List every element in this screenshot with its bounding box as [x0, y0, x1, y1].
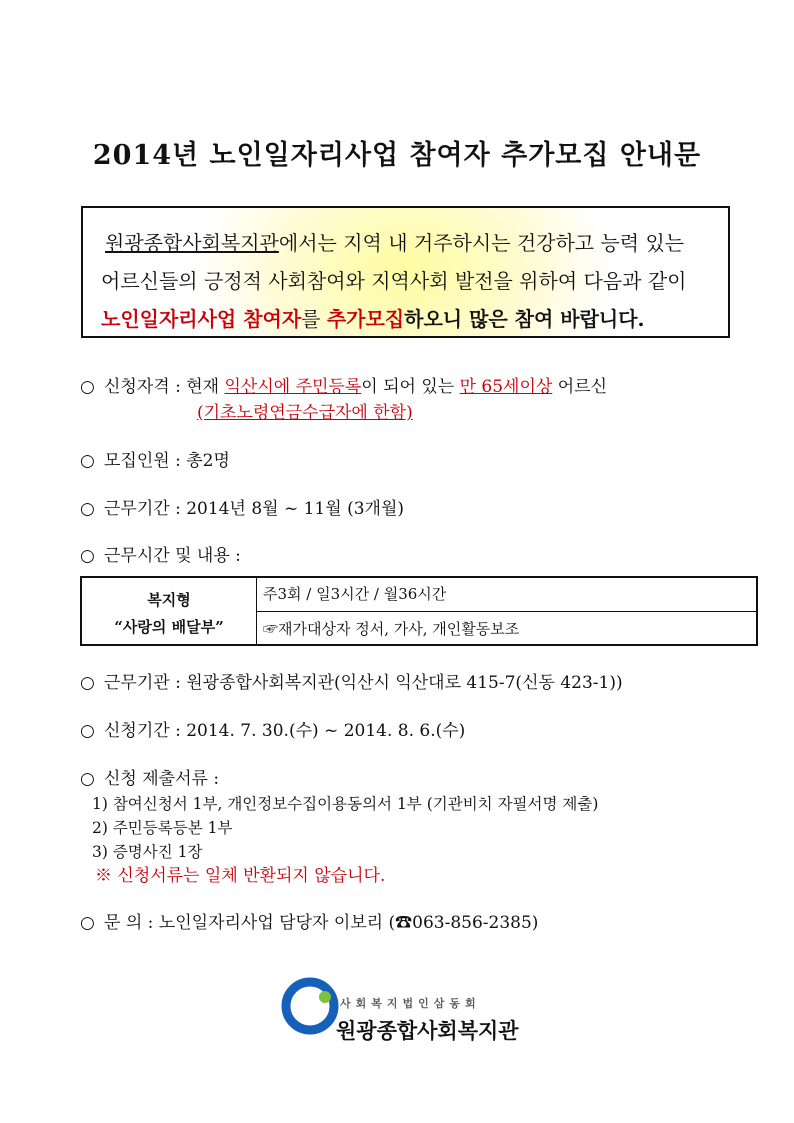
- bullet-icon: ○: [80, 721, 95, 741]
- document-line-2: 2) 주민등록등본 1부: [92, 819, 233, 837]
- documents-item: ○ 신청 제출서류 :: [80, 769, 220, 789]
- bullet-icon: ○: [80, 673, 95, 693]
- bullet-icon: ○: [80, 451, 95, 471]
- workplace-item: ○ 근무기관 : 원광종합사회복지관(익산시 익산대로 415-7(신동 423-1)): [80, 673, 623, 693]
- duties-cell: ☞재가대상자 정서, 가사, 개인활동보조: [263, 620, 520, 638]
- logo-org-line: 사회복지법인삼동회: [340, 997, 481, 1010]
- period-item: ○ 근무기간 : 2014년 8월 ~ 11월 (3개월): [80, 499, 404, 519]
- bullet-icon: ○: [80, 546, 95, 566]
- page-title: 2014년 노인일자리사업 참여자 추가모집 안내문: [92, 140, 702, 171]
- notice-line-2: 어르신들의 긍정적 사회참여와 지역사회 발전을 위하여 다음과 같이: [101, 269, 687, 293]
- notice-line-1: 원광종합사회복지관에서는 지역 내 거주하시는 건강하고 능력 있는: [105, 231, 685, 255]
- table-left-cell: [82, 578, 257, 644]
- notice-line-3: 노인일자리사업 참여자를 추가모집하오니 많은 참여 바랍니다.: [101, 307, 645, 331]
- logo-name: 원광종합사회복지관: [336, 1019, 519, 1043]
- schedule-cell: 주3회 / 일3시간 / 월36시간: [257, 578, 756, 612]
- contact-item: ○ 문 의 : 노인일자리사업 담당자 이보리 (☎063-856-2385): [80, 913, 539, 933]
- bullet-icon: ○: [80, 913, 95, 933]
- work-table: [80, 576, 758, 646]
- organization-logo: [278, 972, 540, 1048]
- apply-period-item: ○ 신청기간 : 2014. 7. 30.(수) ~ 2014. 8. 6.(수): [80, 721, 466, 741]
- bullet-icon: ○: [80, 499, 95, 519]
- documents-warning: ※ 신청서류는 일체 반환되지 않습니다.: [95, 866, 386, 886]
- document-line-3: 3) 증명사진 1장: [92, 843, 203, 861]
- type-name: 복지형: [147, 591, 191, 609]
- logo-emblem-icon: [280, 976, 340, 1036]
- eligibility-note: (기초노령연금수급자에 한함): [197, 403, 413, 423]
- notice-box: [81, 206, 730, 338]
- bullet-icon: ○: [80, 377, 95, 397]
- worktime-item: ○ 근무시간 및 내용 :: [80, 546, 241, 566]
- eligibility-item: ○ 신청자격 : 현재 익산시에 주민등록이 되어 있는 만 65세이상 어르신: [80, 377, 607, 397]
- bullet-icon: ○: [80, 769, 95, 789]
- recruit-item: ○ 모집인원 : 총2명: [80, 451, 230, 471]
- organization-name: 원광종합사회복지관: [105, 231, 279, 255]
- document-line-1: 1) 참여신청서 1부, 개인정보수집이용동의서 1부 (기관비치 자필서명 제출): [92, 795, 599, 813]
- program-name: “사랑의 배달부”: [114, 618, 224, 636]
